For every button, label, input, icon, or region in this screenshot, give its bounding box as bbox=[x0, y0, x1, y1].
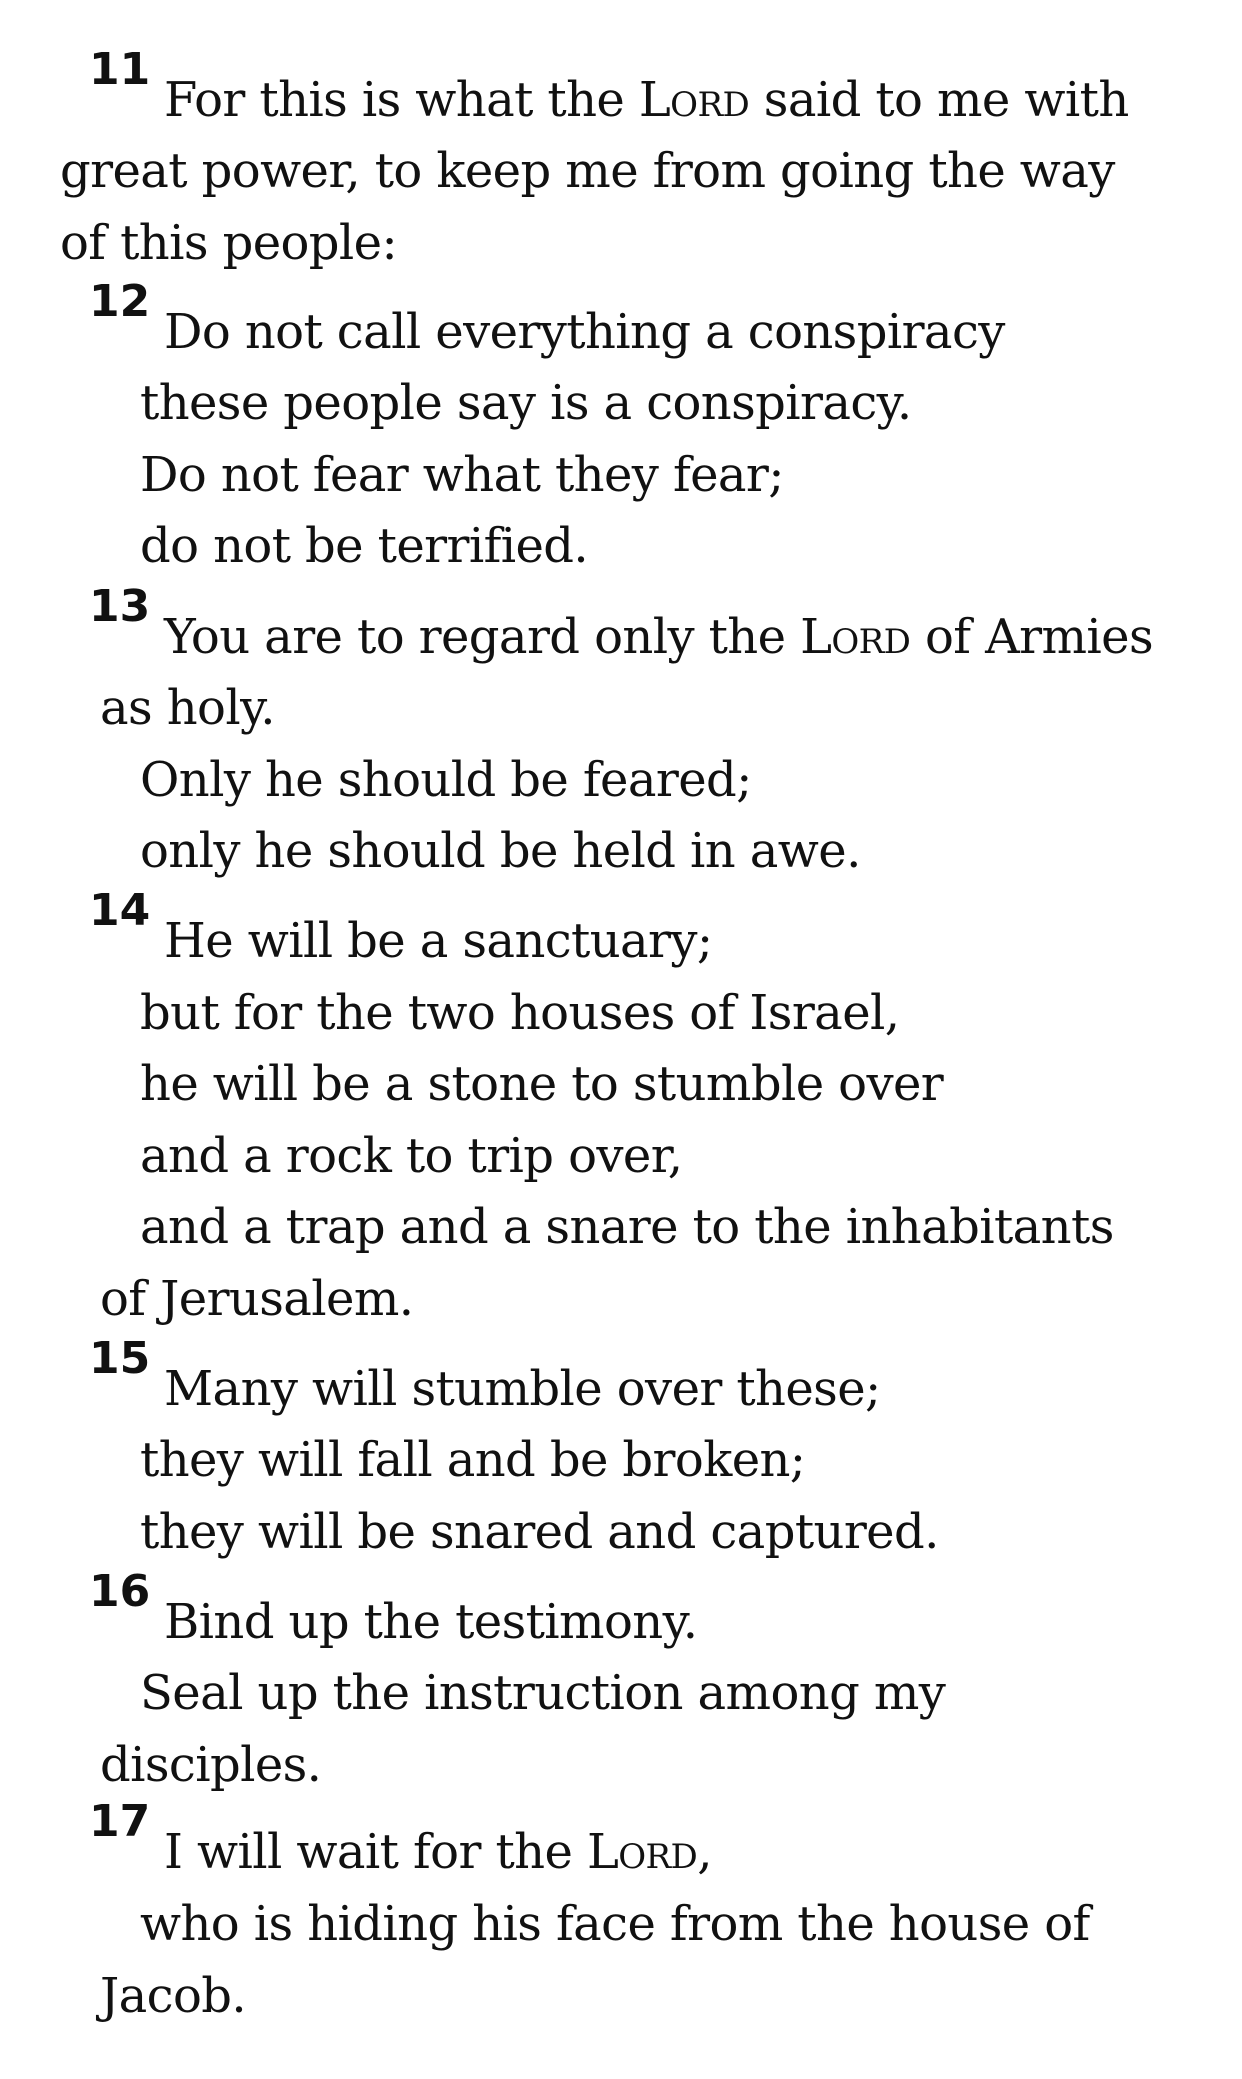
verse-number: 12 bbox=[89, 276, 151, 327]
verse-line bbox=[164, 607, 1153, 667]
verse-line: Do not fear what they fear; bbox=[140, 447, 784, 503]
verse-line: but for the two houses of Israel, bbox=[140, 985, 900, 1041]
verse-line: they will fall and be broken; bbox=[140, 1432, 806, 1488]
verse-line: they will be snared and captured. bbox=[140, 1504, 939, 1560]
verse-line: and a rock to trip over, bbox=[140, 1128, 683, 1184]
divine-name: Lord bbox=[638, 72, 750, 128]
verse-line: Only he should be feared; bbox=[140, 752, 752, 808]
verse-line bbox=[164, 1822, 712, 1882]
divine-name: Lord bbox=[586, 1824, 698, 1880]
verse-line: of Jerusalem. bbox=[100, 1271, 414, 1327]
verse-text: You are to regard only the bbox=[164, 609, 801, 665]
verse-line: who is hiding his face from the house of bbox=[140, 1896, 1090, 1952]
verse-line: Jacob. bbox=[100, 1968, 247, 2024]
verse-number: 14 bbox=[89, 885, 151, 936]
verse-line: Seal up the instruction among my bbox=[140, 1665, 946, 1721]
verse-line: of this people: bbox=[60, 215, 398, 271]
verse-number: 16 bbox=[89, 1566, 151, 1617]
verse-text: , bbox=[697, 1824, 712, 1880]
verse-number: 15 bbox=[89, 1333, 151, 1384]
verse-line: he will be a stone to stumble over bbox=[140, 1056, 944, 1112]
verse-text: For this is what the bbox=[164, 72, 639, 128]
verse-line: only he should be held in awe. bbox=[140, 823, 861, 879]
verse-line: great power, to keep me from going the way bbox=[60, 143, 1115, 199]
verse-number: 17 bbox=[89, 1796, 151, 1847]
verse-text: of Armies bbox=[910, 609, 1154, 665]
verse-line: Bind up the testimony. bbox=[164, 1594, 698, 1650]
verse-number: 13 bbox=[89, 581, 151, 632]
verse-text: I will wait for the bbox=[164, 1824, 587, 1880]
verse-number: 11 bbox=[89, 44, 151, 95]
divine-name: Lord bbox=[800, 609, 911, 665]
verse-line: as holy. bbox=[100, 680, 275, 736]
verse-line: Do not call everything a conspiracy bbox=[164, 304, 1005, 360]
verse-line: Many will stumble over these; bbox=[164, 1361, 881, 1417]
verse-line: and a trap and a snare to the inhabitants bbox=[140, 1199, 1114, 1255]
verse-text: said to me with bbox=[749, 72, 1129, 128]
verse-line: do not be terrified. bbox=[140, 518, 589, 574]
verse-line: these people say is a conspiracy. bbox=[140, 375, 912, 431]
verse-line: disciples. bbox=[100, 1737, 322, 1793]
verse-line bbox=[164, 70, 1129, 130]
verse-line: He will be a sanctuary; bbox=[164, 913, 713, 969]
